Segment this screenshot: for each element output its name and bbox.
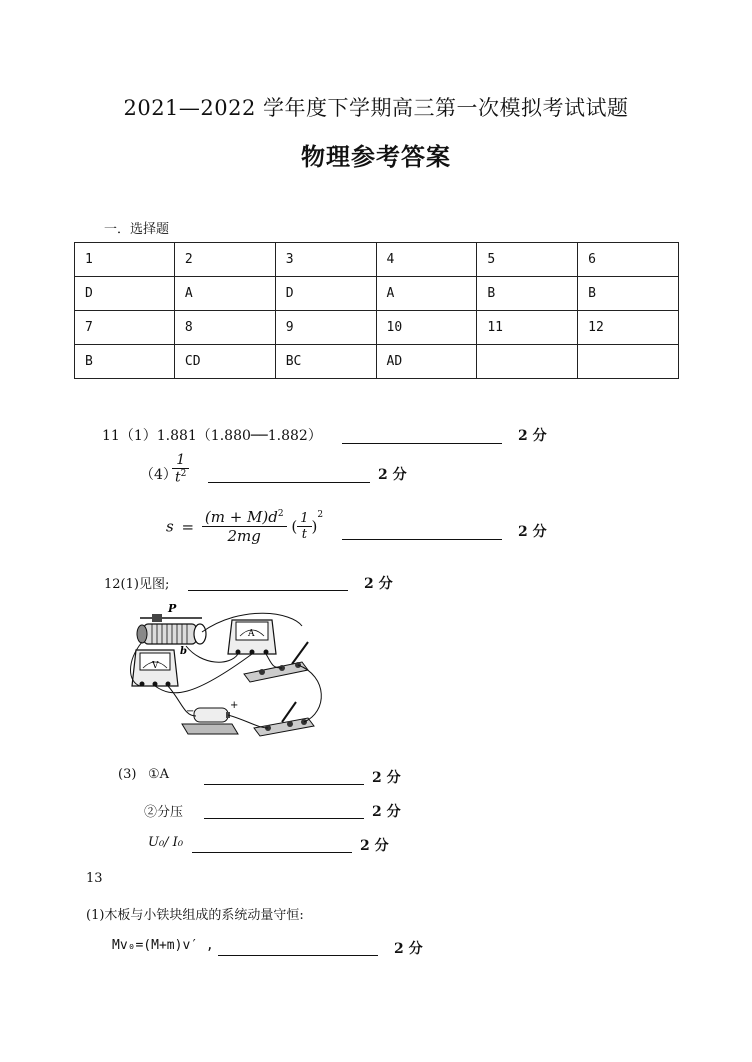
table-cell: B [578,277,679,311]
q13-score-1: 2 分 [394,941,423,957]
formula-denominator: 2mg [227,527,261,545]
q12-dash-2 [204,774,364,793]
table-cell: CD [174,345,275,379]
rheostat [137,614,206,644]
formula-paren-open: ( [291,517,298,536]
q12-answer-3-1: ①A [148,767,170,782]
table-cell: D [75,277,175,311]
table-cell: 9 [275,311,376,345]
table-cell [578,345,679,379]
table-row [75,311,679,345]
table-cell: B [75,345,175,379]
q11-dash-2 [208,472,370,491]
q12-score-1: 2 分 [364,576,393,592]
table-cell [477,345,578,379]
answer-table [74,242,679,379]
formula-paren-close: ) [311,517,318,536]
q12-score-3: 2 分 [372,804,401,820]
table-cell: 6 [578,243,679,277]
q12-dash-1 [188,580,348,599]
q11-formula [166,508,323,545]
table-cell: AD [376,345,477,379]
formula-inner-numerator: 1 [297,511,311,527]
q13-part1: (1)木板与小铁块组成的系统动量守恒: [86,908,304,923]
table-cell: B [477,277,578,311]
table-cell: 8 [174,311,275,345]
table-cell: 4 [376,243,477,277]
table-cell: 2 [174,243,275,277]
q12-answer-3-2: ②分压 [144,805,184,820]
table-cell: 10 [376,311,477,345]
label-minus: − [186,706,195,717]
fraction-denominator: t [175,469,181,486]
fraction-numerator: 1 [172,452,189,469]
section-heading-choice: 一．选择题 [104,222,170,237]
q11-score-1: 2 分 [518,428,547,444]
q11-score-3: 2 分 [518,524,547,540]
formula-numerator-exponent: 2 [277,509,284,519]
table-cell: 12 [578,311,679,345]
circuit-diagram [122,602,330,747]
q11-part4-label: （4） [140,467,177,483]
q12-score-2: 2 分 [372,770,401,786]
formula-equals: = [181,517,195,536]
q12-score-4: 2 分 [360,838,389,854]
table-cell: 11 [477,311,578,345]
exponent: 2 [180,469,187,479]
resistor-board-lower [254,702,314,736]
table-cell: A [376,277,477,311]
table-cell: 5 [477,243,578,277]
table-cell: 1 [75,243,175,277]
table-row [75,277,679,311]
label-voltmeter: V [152,661,159,671]
formula-numerator: (m + M)d [204,508,278,526]
table-cell: A [174,277,275,311]
q12-dash-3 [204,808,364,827]
q13-dash-1 [218,945,378,964]
table-cell: D [275,277,376,311]
q11-score-2: 2 分 [378,467,407,483]
table-row [75,243,679,277]
q13-equation-1: Mv₀=(M+m)v′ , [112,938,214,953]
q11-answer-1: 11（1）1.881（1.880──1.882） [102,428,322,444]
document-title: 2021—2022 学年度下学期高三第一次模拟考试试题 [123,96,629,120]
formula-exponent: 2 [317,509,324,520]
q11-part4-fraction [172,452,189,486]
q12-dash-4 [192,842,352,861]
q12-answer-3-3: U₀/ I₀ [148,835,184,850]
q12-part3-label: (3) [118,767,137,782]
table-cell: 7 [75,311,175,345]
label-p: P [168,602,177,615]
table-row [75,345,679,379]
label-plus: + [230,700,239,711]
label-b: b [180,646,187,657]
label-ammeter: A [248,629,255,639]
q11-dash-1 [342,433,502,452]
document-subtitle: 物理参考答案 [301,142,451,171]
table-cell: BC [275,345,376,379]
q13-number: 13 [86,871,103,886]
formula-inner-denominator: t [301,527,307,542]
q11-dash-3 [342,529,502,548]
table-cell: 3 [275,243,376,277]
formula-s: s [166,517,174,536]
q12-answer-1: 12(1)见图; [104,577,170,592]
